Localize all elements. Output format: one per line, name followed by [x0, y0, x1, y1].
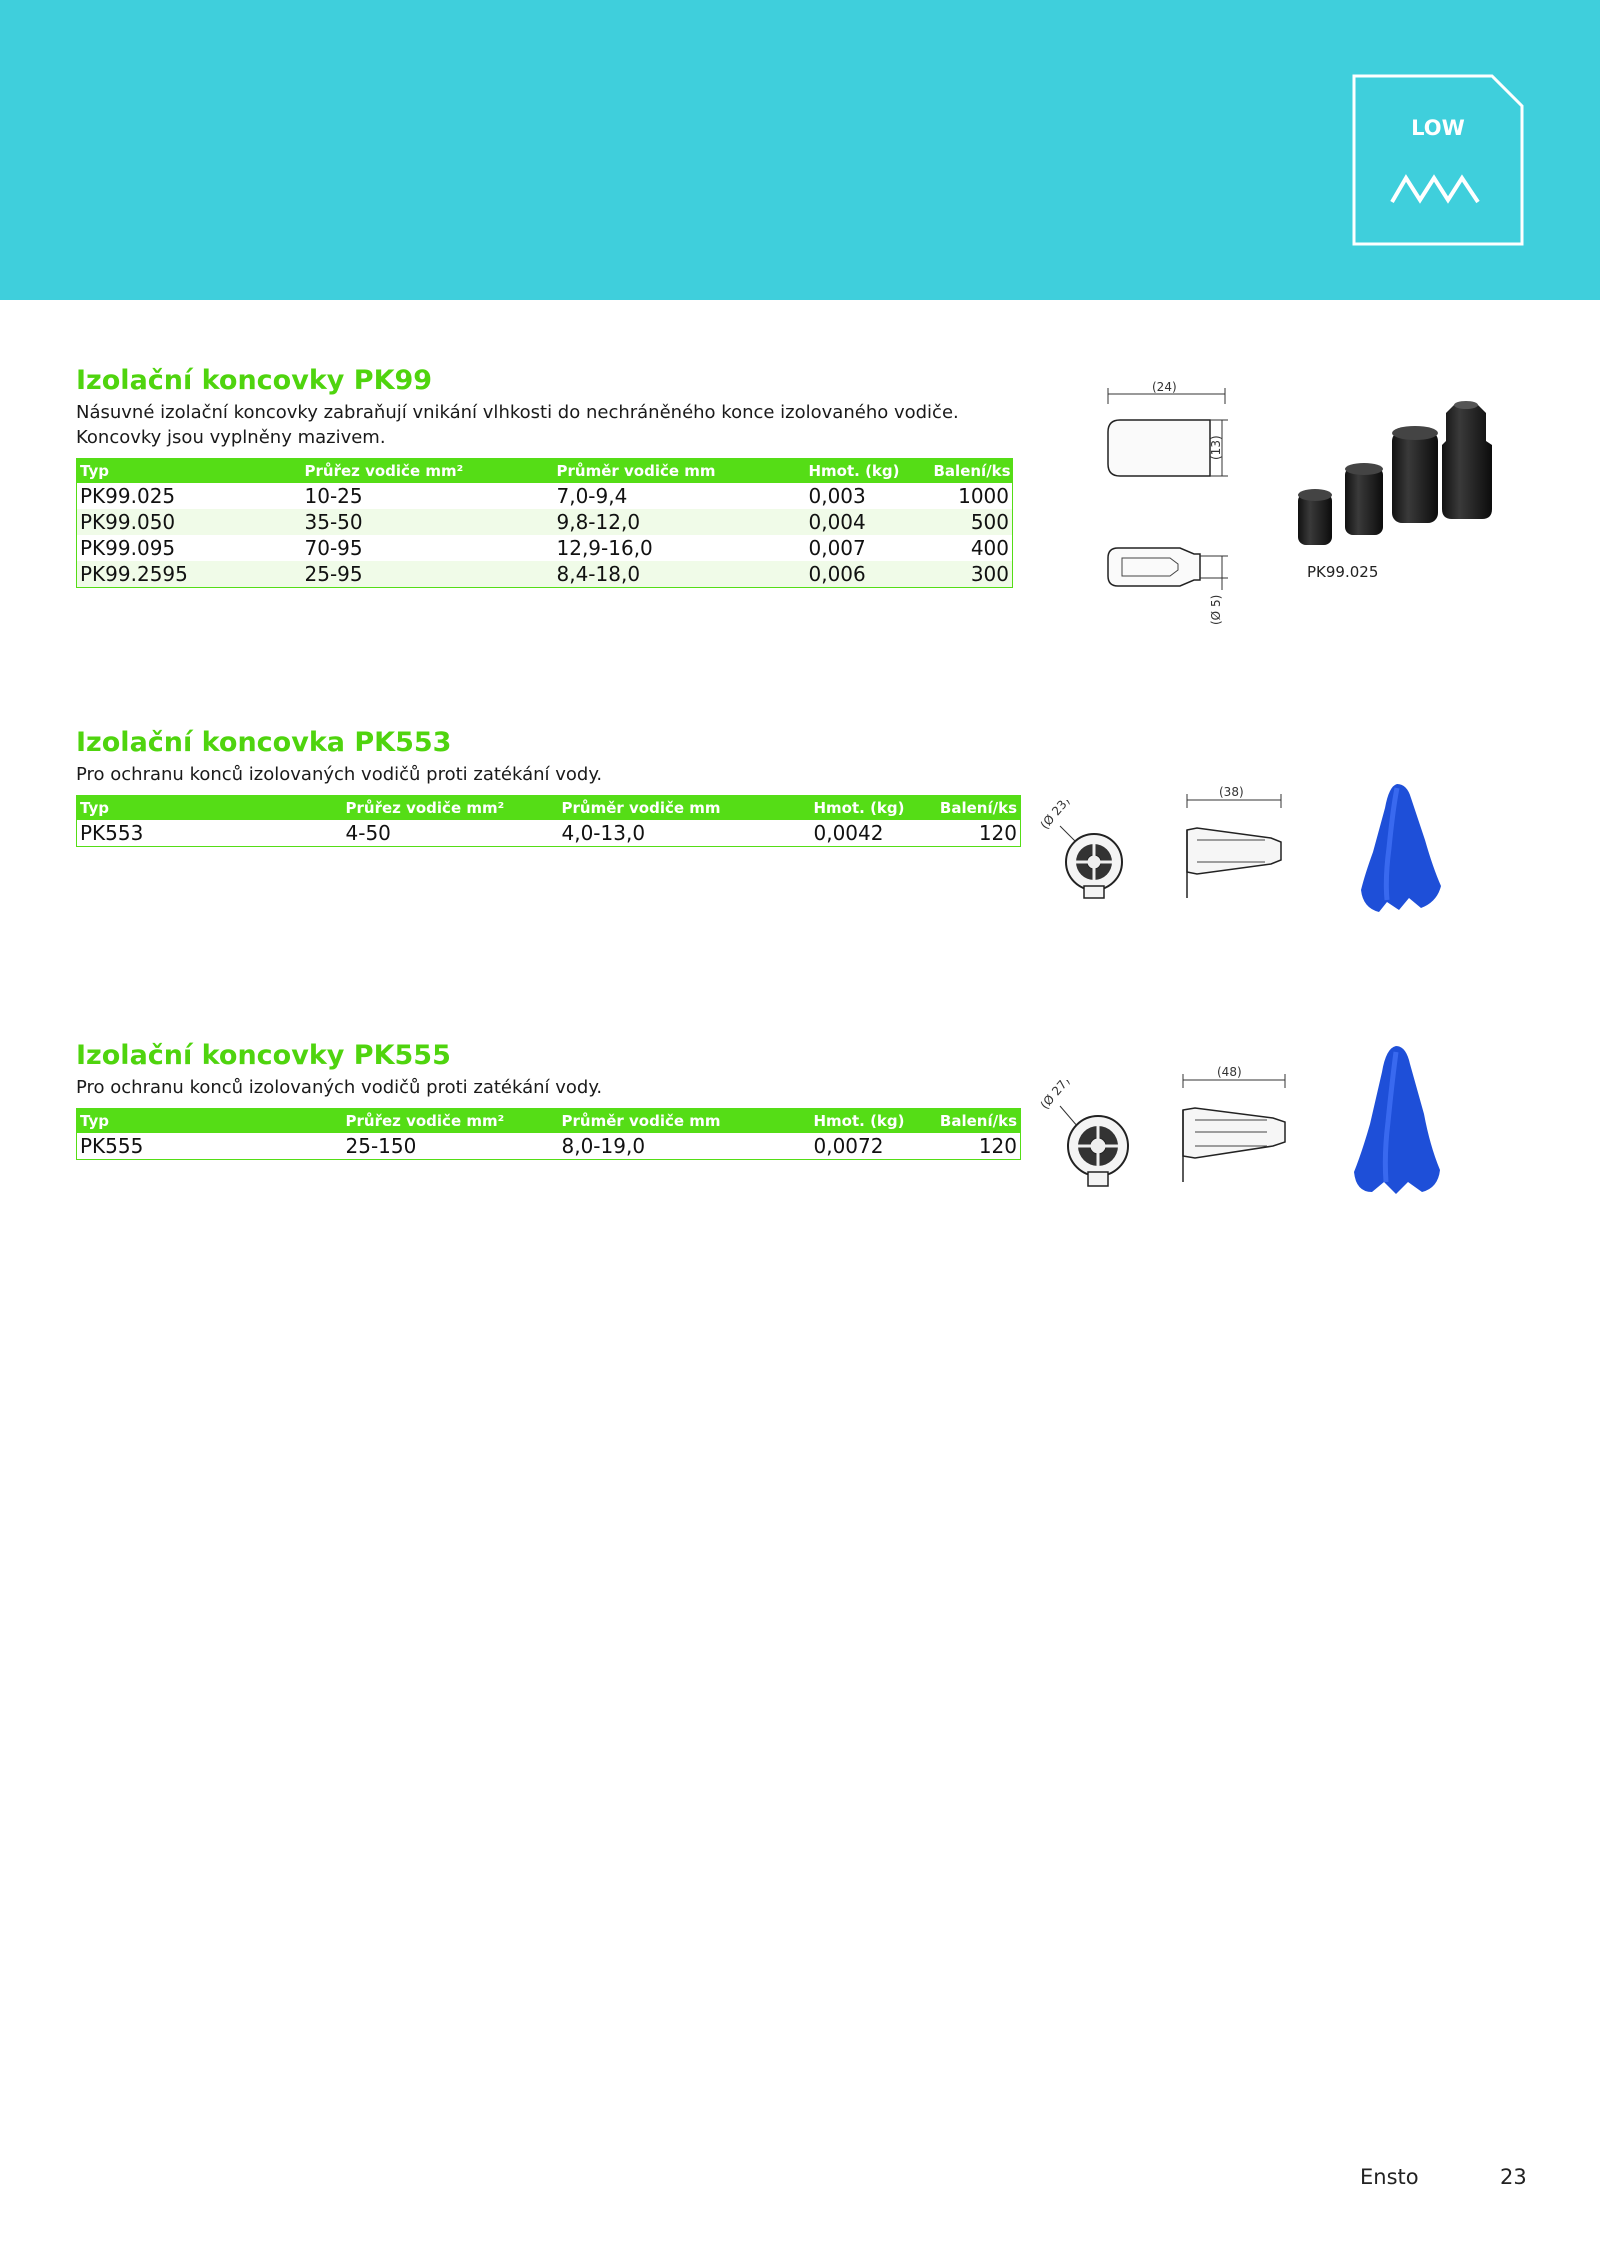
section-description: Pro ochranu konců izolovaných vodičů proti zatékání vody.	[76, 764, 603, 785]
pk553-front-drawing	[1040, 800, 1130, 914]
table-row	[77, 509, 1013, 535]
cell-type: PK553	[80, 821, 144, 845]
pk555-front-drawing	[1040, 1080, 1130, 1204]
column-header: Typ	[77, 459, 302, 484]
badge-frame-icon	[1352, 74, 1524, 246]
column-header: Hmot. (kg)	[811, 1109, 936, 1134]
section-title: Izolační koncovky PK555	[76, 1040, 451, 1071]
section-pk553	[76, 726, 1026, 847]
cell-type: PK99.2595	[77, 561, 302, 588]
spec-table	[76, 1108, 1021, 1160]
column-header: Balení/ks	[931, 459, 1013, 484]
pk555-side-drawing	[1175, 1062, 1295, 1196]
column-header: Balení/ks	[936, 796, 1021, 821]
cell-cross-section: 10-25	[304, 484, 363, 508]
column-header: Hmot. (kg)	[806, 459, 931, 484]
page-number: 23	[1500, 2165, 1527, 2189]
table-row	[77, 483, 1013, 509]
table-header-row	[77, 1109, 1021, 1134]
section-pk555	[76, 1039, 1026, 1160]
section-title: Izolační koncovky PK99	[76, 365, 433, 396]
column-header: Hmot. (kg)	[811, 796, 936, 821]
cell-diameter: 12,9-16,0	[556, 536, 653, 560]
cell-diameter: 9,8-12,0	[554, 509, 806, 535]
dim-height-label: (13)	[1209, 435, 1223, 460]
table-row	[77, 535, 1013, 561]
cell-type: PK99.095	[80, 536, 176, 560]
pk553-product-photo	[1345, 778, 1455, 922]
column-header: Balení/ks	[936, 1109, 1021, 1134]
cell-diameter: 8,0-19,0	[561, 1134, 646, 1158]
spec-table	[76, 458, 1013, 588]
cell-cross-section: 25-95	[302, 561, 554, 588]
low-badge	[1352, 74, 1524, 246]
cell-type: PK99.025	[80, 484, 176, 508]
pk99-technical-drawing	[1100, 380, 1240, 634]
cell-package: 120	[978, 1134, 1017, 1158]
column-header: Průměr vodiče mm	[554, 459, 806, 484]
section-title: Izolační koncovka PK553	[76, 727, 452, 758]
column-header: Průřez vodiče mm²	[302, 459, 554, 484]
section-description: Pro ochranu konců izolovaných vodičů proti zatékání vody.	[76, 1077, 603, 1098]
column-header: Průměr vodiče mm	[559, 1109, 811, 1134]
footer-brand: Ensto	[1360, 2165, 1419, 2189]
cell-package: 300	[931, 561, 1013, 588]
dim-diameter-label: (Ø 5)	[1209, 594, 1223, 625]
cell-package: 1000	[958, 484, 1009, 508]
cell-weight: 0,006	[806, 561, 931, 588]
cell-diameter: 4,0-13,0	[561, 821, 646, 845]
cell-cross-section: 4-50	[345, 821, 391, 845]
cell-diameter: 7,0-9,4	[556, 484, 628, 508]
table-header-row	[77, 796, 1021, 821]
table-row	[77, 820, 1021, 847]
photo-caption: PK99.025	[1307, 563, 1379, 581]
column-header: Typ	[77, 1109, 343, 1134]
spec-table	[76, 795, 1021, 847]
cell-weight: 0,007	[808, 536, 866, 560]
pk555-product-photo	[1340, 1042, 1450, 1206]
cell-weight: 0,0072	[813, 1134, 884, 1158]
cell-cross-section: 70-95	[304, 536, 363, 560]
cell-type: PK555	[80, 1134, 144, 1158]
column-header: Průřez vodiče mm²	[343, 1109, 559, 1134]
dim-diameter-label: (Ø 23)	[1040, 800, 1073, 832]
table-row	[77, 561, 1013, 588]
section-description: Násuvné izolační koncovky zabraňují vnikání vlhkosti do nechráněného konce izolovaného vodiče. Koncovky jsou vyplněny mazivem.	[76, 402, 959, 448]
cell-package: 400	[970, 536, 1009, 560]
cell-type: PK99.050	[77, 509, 302, 535]
cell-weight: 0,003	[808, 484, 866, 508]
dim-diameter-label: (Ø 27)	[1040, 1080, 1073, 1112]
column-header: Průřez vodiče mm²	[343, 796, 559, 821]
cell-cross-section: 35-50	[302, 509, 554, 535]
cell-package: 500	[931, 509, 1013, 535]
low-wave-icon	[1392, 178, 1478, 202]
table-header-row	[77, 459, 1013, 484]
column-header: Typ	[77, 796, 343, 821]
table-row	[77, 1133, 1021, 1160]
cell-package: 120	[978, 821, 1017, 845]
cell-diameter: 8,4-18,0	[554, 561, 806, 588]
pk553-side-drawing	[1175, 782, 1295, 906]
badge-label: LOW	[1411, 116, 1465, 140]
cell-weight: 0,0042	[813, 821, 884, 845]
dim-length-label: (48)	[1217, 1065, 1242, 1079]
cell-weight: 0,004	[806, 509, 931, 535]
column-header: Průměr vodiče mm	[559, 796, 811, 821]
section-pk99	[76, 364, 1016, 588]
dim-length-label: (24)	[1152, 380, 1177, 394]
pk99-product-photo	[1288, 385, 1528, 559]
dim-length-label: (38)	[1219, 785, 1244, 799]
cell-cross-section: 25-150	[345, 1134, 417, 1158]
